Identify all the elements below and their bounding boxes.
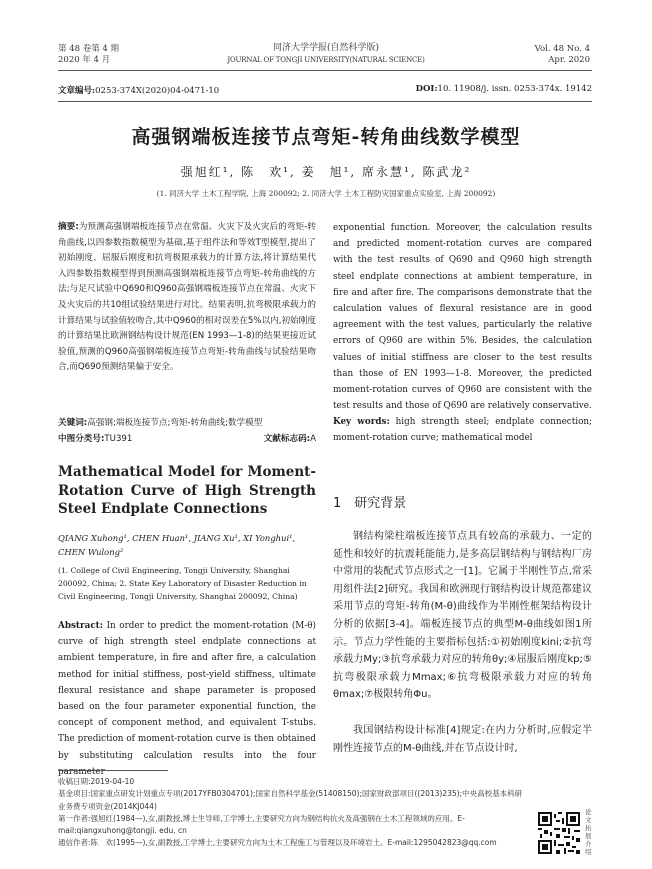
section-heading: 1 研究背景 — [333, 496, 407, 511]
side-note: 论文拓展介绍 — [585, 808, 592, 856]
fund-text: 国家重点研发计划重点专项(2017YFB0304701);国家自然科学基金(51408150);国家财政部项目((2013)235);中央高校基本科研业务费专项资金(2014KJ044) — [58, 789, 523, 811]
article-no: 0253-374X(2020)04-0471-10 — [95, 86, 220, 96]
english-affiliations: (1. College of Civil Engineering, Tongji University, Shanghai 200092, China; 2. State Key Laboratory of Disaster Reduction in Civil Engineering, Tongji University, Shanghai 200092, China) — [58, 566, 307, 601]
journal-name-en: JOURNAL OF TONGJI UNIVERSITY(NATURAL SCIENCE) — [227, 56, 425, 64]
corr-author-text: 陈 欢(1995—),女,副教授,工学博士,主要研究方向为土木工程施工与管理以及环境岩土。E-mail:1295042823@qq.com — [90, 838, 497, 848]
keywords-en-text: high strength steel; endplate connection; moment-rotation curve; mathematical model — [333, 417, 592, 444]
clc-label: 中图分类号: — [58, 434, 105, 444]
volume-issue-en: Vol. 48 No. 4 — [534, 44, 590, 54]
doc-code-label: 文献标志码: — [263, 434, 311, 444]
journal-name-cn: 同济大学学报(自然科学版) — [272, 43, 380, 53]
issue-date: 2020 年 4 月 — [58, 55, 111, 65]
qr-code-icon[interactable] — [538, 812, 580, 854]
keywords-cn-text: 高强钢;端板连接节点;弯矩-转角曲线;数学模型 — [87, 418, 263, 428]
keywords-cn-label: 关键词: — [58, 418, 88, 428]
keywords-cn — [58, 416, 316, 432]
abstract-en-label: Abstract: — [58, 621, 103, 631]
affiliations: (1. 同济大学 土木工程学院, 上海 200092; 2. 同济大学 土木工程防灾国家重点实验室, 上海 200092) — [156, 189, 496, 198]
clc-value: TU391 — [104, 434, 133, 444]
received-label: 收稿日期: — [58, 777, 91, 786]
doi-value[interactable]: 10. 11908/j. issn. 0253-374x. 19142 — [437, 84, 592, 94]
abstract-en-right: exponential function. Moreover, the calculation results and predicted moment-rotation curves are compared with the test results of Q690 and Q960 high strength steel endplate connections at ambient temperature, in fire and after fire. The comparisons demonstrate that the calculation values of flexural resistance are in good agreement with the test values, particularly the relative errors of Q960 are within 5%. Besides, the calculation values of initial stiffness are closer to the test results than those of EN 1993—1-8. Moreover, the predicted moment-rotation curves of Q960 are consistent with the test results and those of Q690 are relatively conservative. — [333, 223, 592, 412]
issue-info-en — [535, 44, 590, 66]
abstract-en-left — [58, 618, 316, 780]
received-date: 2019-04-10 — [90, 777, 135, 786]
doi-label: DOI: — [415, 84, 438, 94]
classification — [58, 432, 316, 448]
first-author-label: 第一作者: — [58, 813, 91, 823]
abstract-cn-label: 摘要: — [58, 222, 79, 232]
english-authors: QIANG Xuhong¹, CHEN Huan¹, JIANG Xu¹, XI Yonghui¹, CHEN Wulong² — [58, 533, 296, 557]
author-list: 强旭红¹, 陈 欢¹, 姜 旭¹, 席永慧¹, 陈武龙² — [180, 165, 472, 179]
section-paragraph-2: 我国钢结构设计标准[4]规定:在内力分析时,应假定半刚性连接节点的M-θ曲线,并在节点设计时, — [333, 725, 592, 754]
abstract-en-text-left: In order to predict the moment-rotation (M-θ) curve of high strength steel endplate connections at ambient temperature, in fire and after fire, a calculation method for initial stiffness, post-yield stiffness, ultimate flexural resistance and shape parameter is proposed based on the four parameter exponential function, the concept of component method, and equivalent T-stubs. The prediction of moment-rotation curve is then obtained by substituting calculation results into the four parameter — [58, 621, 316, 777]
abstract-cn — [58, 220, 316, 376]
footnote-rule — [58, 770, 168, 771]
abstract-cn-text: 为预测高强钢端板连接节点在常温、火灾下及火灾后的弯矩-转角曲线,以四参数指数模型为基础,基于组件法和等效T型模型,提出了初始刚度、屈服后刚度和抗弯极限承载力的计算方法,将计算结果代入四参数指数模型得到预测高强钢端板连接节点弯矩-转角曲线的方法;与足尺试验中Q690和Q960高强钢端板连接节点在常温、火灾下及火灾后的共10组试验结果进行对比。结果表明,抗弯极限承载力的计算结果与试验值较吻合,其中Q960的相对误差在5%以内,初始刚度的计算结果比欧洲钢结构设计规范(EN 1993—1-8)的结果更接近试验值,预测的Q960高强钢端板连接节点弯矩-转角曲线与试验结果吻合,而Q690预测结果偏于安全。 — [58, 222, 317, 373]
volume-issue: 第 48 卷第 4 期 — [58, 44, 120, 54]
doi — [416, 84, 592, 94]
first-author-text: 强旭红(1984—),女,副教授,博士生导师,工学博士,主要研究方向为钢结构抗火及高强钢在土木工程领域的应用。E-mail:qiangxuhong@tongji. edu. cn — [58, 813, 465, 836]
ids-rule — [58, 101, 592, 102]
paper-title: 高强钢端板连接节点弯矩-转角曲线数学模型 — [131, 126, 521, 148]
section-paragraph-1: 钢结构梁柱端板连接节点具有较高的承载力、一定的延性和较好的抗震耗能能力,是多高层钢结构与钢结构厂房中常用的装配式节点形式之一[1]。它属于半刚性节点,常采用组件法[2]研究。我国和欧洲现行钢结构设计规范都建议采用节点的弯矩-转角(M-θ)曲线作为半刚性框架结构设计分析的依据[3-4]。端板连接节点的典型M-θ曲线如图1所示。节点力学性能的主要指标包括:①初始刚度kini;②抗弯承载力My;③抗弯承载力对应的转角θy;④屈服后刚度kp;⑤抗弯极限承载力Mmax;⑥抗弯极限承载力对应的转角θmax;⑦极限转角Φu。 — [333, 531, 592, 701]
english-title: Mathematical Model for Moment-Rotation Curve of High Strength Steel Endplate Connections — [58, 464, 316, 517]
keywords-en-label: Key words: — [333, 417, 390, 427]
doc-code-value: A — [310, 434, 316, 444]
fund-label: 基金项目: — [58, 789, 91, 799]
issue-date-en: Apr. 2020 — [548, 55, 590, 65]
article-no-label: 文章编号: — [58, 86, 96, 96]
header-rule — [58, 70, 592, 71]
keywords-en — [333, 414, 592, 446]
corr-author-label: 通信作者: — [58, 838, 91, 848]
article-identifiers — [58, 84, 592, 96]
footnotes — [58, 776, 528, 850]
